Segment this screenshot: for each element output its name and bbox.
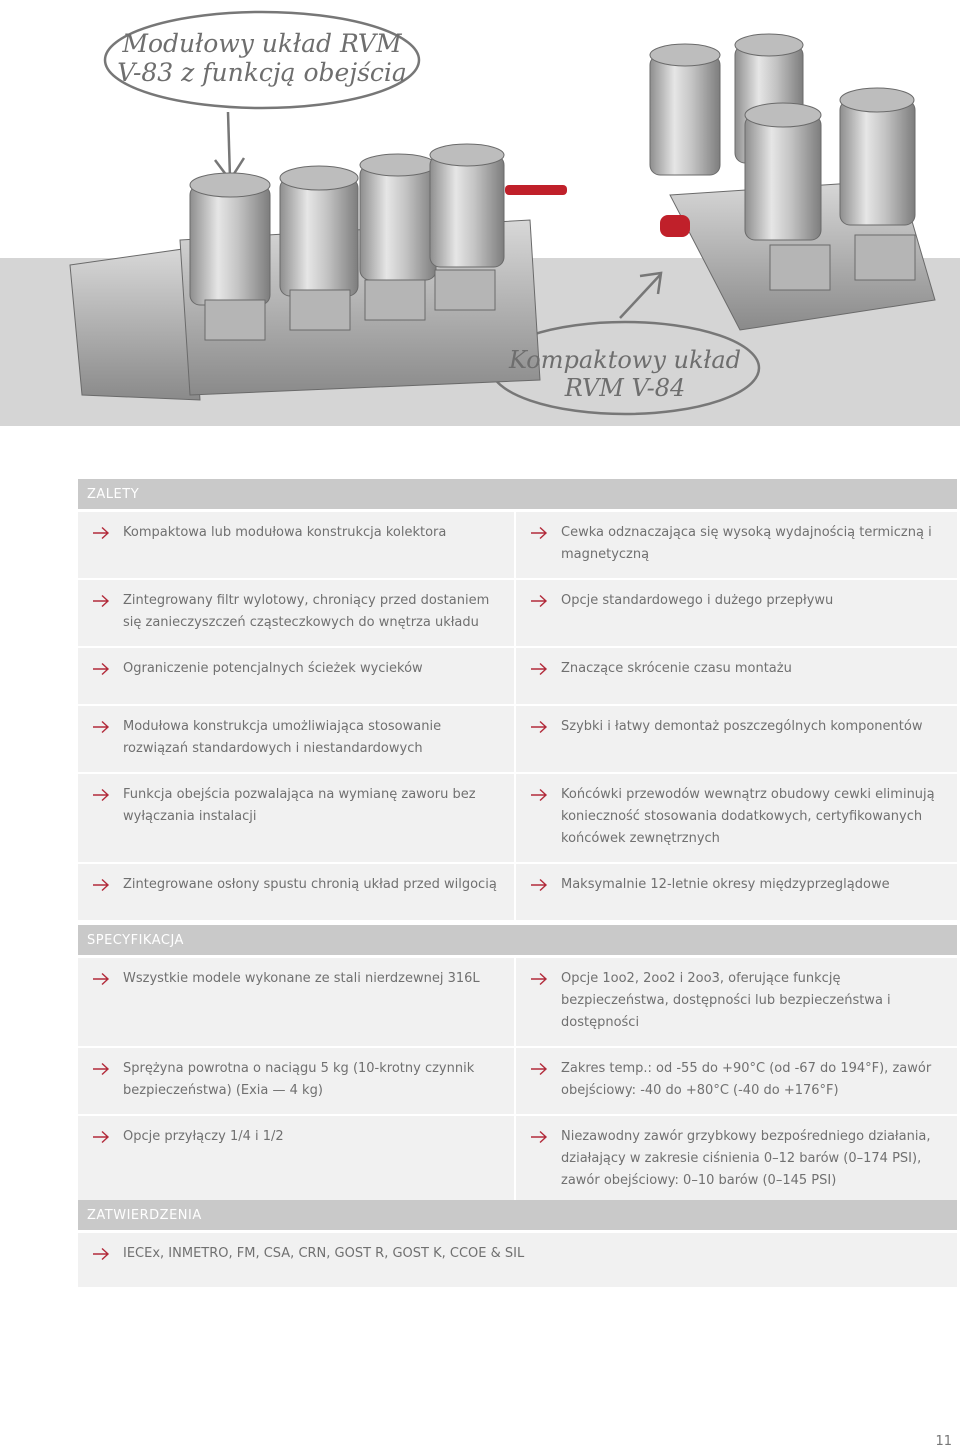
section-header-zatwierdzenia: ZATWIERDZENIA xyxy=(78,1200,957,1230)
list-item xyxy=(516,706,957,772)
arrow-right-icon xyxy=(530,788,548,802)
list-item xyxy=(78,512,514,578)
list-item-text: Funkcja obejścia pozwalająca na wymianę zaworu bez wyłączania instalacji xyxy=(123,787,476,824)
list-item-text: Wszystkie modele wykonane ze stali nierdzewnej 316L xyxy=(123,971,480,986)
section-zalety xyxy=(78,479,957,922)
list-item xyxy=(78,1048,514,1114)
list-item-text: Niezawodny zawór grzybkowy bezpośredniego działania, działający w zakresie ciśnienia 0–12 barów (0–174 PSI), zawór obejściowy: 0–10 barów (0–145 PSI) xyxy=(561,1129,931,1188)
list-item-text: IECEx, INMETRO, FM, CSA, CRN, GOST R, GOST K, CCOE & SIL xyxy=(123,1246,525,1261)
callout-arrow-modular xyxy=(215,112,244,180)
section-header-zalety: ZALETY xyxy=(78,479,957,509)
section-zatwierdzenia xyxy=(78,1200,957,1289)
list-item xyxy=(78,648,514,704)
arrow-right-icon xyxy=(92,878,110,892)
arrow-right-icon xyxy=(92,594,110,608)
list-item xyxy=(78,1233,957,1287)
list-item-text: Szybki i łatwy demontaż poszczególnych komponentów xyxy=(561,719,923,734)
list-item xyxy=(516,512,957,578)
list-item-text: Zintegrowany filtr wylotowy, chroniący przed dostaniem się zanieczyszczeń cząsteczkowych do wnętrza układu xyxy=(123,593,490,630)
list-item-text: Sprężyna powrotna o naciągu 5 kg (10-krotny czynnik bezpieczeństwa) (Exia — 4 kg) xyxy=(123,1061,475,1098)
arrow-right-icon xyxy=(530,594,548,608)
arrow-right-icon xyxy=(530,972,548,986)
specyfikacja-grid xyxy=(78,958,957,1206)
list-item xyxy=(78,580,514,646)
compact-manifold-illustration xyxy=(650,34,935,330)
list-item xyxy=(78,958,514,1046)
list-item xyxy=(516,864,957,920)
arrow-right-icon xyxy=(530,720,548,734)
list-item-text: Zakres temp.: od -55 do +90°C (od -67 do 194°F), zawór obejściowy: -40 do +80°C (-40 do +176°F) xyxy=(561,1061,932,1098)
section-specyfikacja xyxy=(78,925,957,1206)
arrow-right-icon xyxy=(530,1062,548,1076)
list-item-text: Zintegrowane osłony spustu chronią układ przed wilgocią xyxy=(123,877,497,892)
list-item xyxy=(78,774,514,862)
list-item-text: Cewka odznaczająca się wysoką wydajnością termiczną i magnetyczną xyxy=(561,525,932,562)
list-item-text: Opcje 1oo2, 2oo2 i 2oo3, oferujące funkcję bezpieczeństwa, dostępności lub bezpieczeństwa i dostępności xyxy=(561,971,891,1030)
modular-manifold-illustration xyxy=(70,144,567,400)
list-item xyxy=(516,648,957,704)
arrow-right-icon xyxy=(92,720,110,734)
list-item xyxy=(78,1116,514,1204)
arrow-right-icon xyxy=(92,1130,110,1144)
list-item-text: Końcówki przewodów wewnątrz obudowy cewki eliminują konieczność stosowania dodatkowych, certyfikowanych końcówek zewnętrznych xyxy=(561,787,935,846)
callout-arrow-compact xyxy=(620,273,661,318)
list-item-text: Ograniczenie potencjalnych ścieżek wycieków xyxy=(123,661,423,676)
arrow-right-icon xyxy=(530,526,548,540)
arrow-right-icon xyxy=(530,878,548,892)
list-item-text: Modułowa konstrukcja umożliwiająca stosowanie rozwiązań standardowych i niestandardowych xyxy=(123,719,442,756)
arrow-right-icon xyxy=(92,788,110,802)
list-item-text: Znaczące skrócenie czasu montażu xyxy=(561,661,792,676)
arrow-right-icon xyxy=(92,662,110,676)
callout-modular-label: Modułowy układ RVM V-83 z funkcją obejścia xyxy=(117,29,407,87)
zatwierdzenia-list xyxy=(78,1233,957,1287)
arrow-right-icon xyxy=(530,1130,548,1144)
arrow-right-icon xyxy=(92,526,110,540)
list-item xyxy=(516,1116,957,1204)
list-item-text: Opcje przyłączy 1/4 i 1/2 xyxy=(123,1129,284,1144)
list-item-text: Kompaktowa lub modułowa konstrukcja kolektora xyxy=(123,525,447,540)
callout-compact-label: Kompaktowy układ RVM V-84 xyxy=(509,346,741,402)
list-item xyxy=(516,1048,957,1114)
arrow-right-icon xyxy=(530,662,548,676)
arrow-right-icon xyxy=(92,1062,110,1076)
list-item xyxy=(78,864,514,920)
list-item xyxy=(516,580,957,646)
product-photo-area xyxy=(0,0,960,430)
arrow-right-icon xyxy=(92,1247,110,1261)
list-item-text: Opcje standardowego i dużego przepływu xyxy=(561,593,834,608)
list-item xyxy=(78,706,514,772)
list-item-text: Maksymalnie 12-letnie okresy międzyprzeglądowe xyxy=(561,877,890,892)
zalety-grid xyxy=(78,512,957,922)
page-number: 11 xyxy=(935,1434,952,1449)
arrow-right-icon xyxy=(92,972,110,986)
list-item xyxy=(516,774,957,862)
section-header-specyfikacja: SPECYFIKACJA xyxy=(78,925,957,955)
list-item xyxy=(516,958,957,1046)
